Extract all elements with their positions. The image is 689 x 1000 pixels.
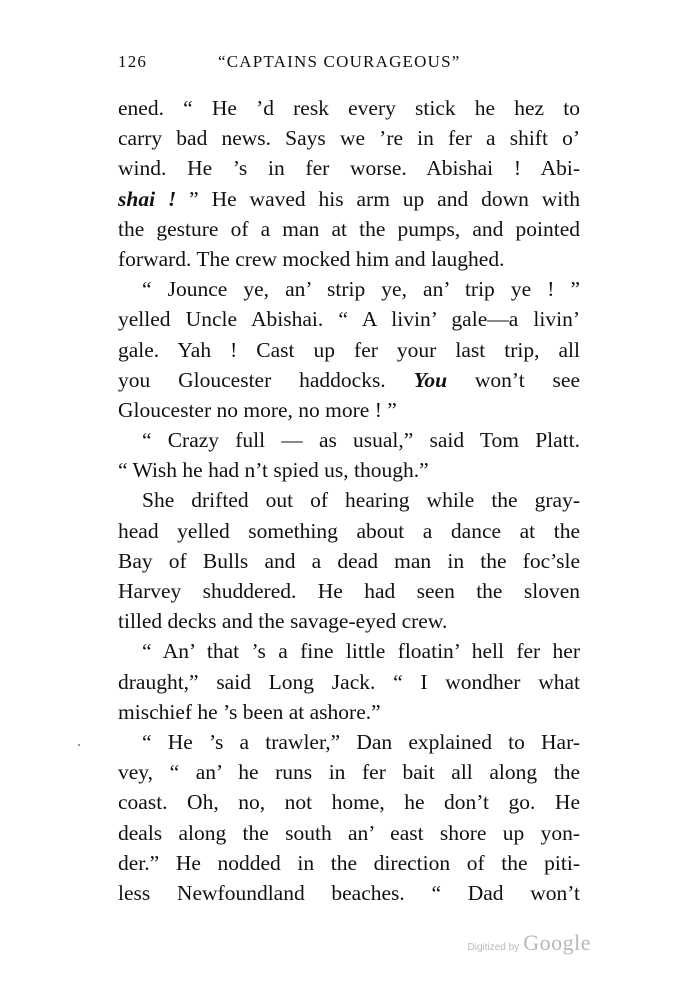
text-line: “ Wish he had n’t spied us, though.” [118, 458, 429, 483]
text-line: “ Jounce ye, an’ strip ye, an’ trip ye ! ” [142, 277, 580, 302]
text-line: deals along the south an’ east shore up yon- [118, 820, 580, 845]
text-line: vey, “ an’ he runs in fer bait all along the [118, 760, 580, 785]
text-line: She drifted out of hearing while the gray- [142, 488, 580, 513]
scan-speck [78, 744, 80, 746]
text-line: “ An’ that ’s a fine little floatin’ hell fer her [142, 639, 580, 664]
italic-emphasis: You [413, 367, 448, 392]
text-line: “ He ’s a trawler,” Dan explained to Har- [142, 729, 580, 754]
page-number: 126 [118, 52, 148, 71]
text-line: head yelled something about a dance at the [118, 518, 580, 543]
watermark-brand: Google [523, 930, 591, 955]
text-line: “ Crazy full — as usual,” said Tom Platt. [142, 428, 580, 453]
text-line: gale. Yah ! Cast up fer your last trip, all [118, 337, 580, 362]
text-line: Harvey shuddered. He had seen the sloven [118, 579, 580, 603]
text-line: wind. He ’s in fer worse. Abishai ! Abi- [118, 156, 580, 181]
text-segment: ” He waved his arm up and down with [176, 186, 580, 211]
italic-emphasis: shai ! [118, 186, 177, 211]
text-segment: you Gloucester haddocks. [118, 367, 414, 392]
text-line: the gesture of a man at the pumps, and pointed [118, 216, 580, 241]
text-line: mischief he ’s been at ashore.” [118, 699, 381, 724]
body-text [118, 93, 580, 908]
text-segment: won’t see [447, 367, 580, 392]
text-line: forward. The crew mocked him and laughed. [118, 246, 505, 271]
text-line: coast. Oh, no, not home, he don’t go. He [118, 790, 580, 815]
text-line: yelled Uncle Abishai. “ A livin’ gale—a livin’ [118, 307, 580, 332]
text-line: Bay of Bulls and a dead man in the foc’sle [118, 548, 580, 573]
text-line: carry bad news. Says we ’re in fer a shift o’ [118, 126, 580, 151]
text-line: less Newfoundland beaches. “ Dad won’t [118, 880, 580, 905]
text-line: Gloucester no more, no more ! ” [118, 397, 397, 422]
text-line: der.” He nodded in the direction of the piti- [118, 850, 580, 875]
text-line [118, 184, 580, 214]
watermark-prefix: Digitized by [467, 942, 520, 953]
running-title: “CAPTAINS COURAGEOUS” [218, 52, 461, 71]
text-line: draught,” said Long Jack. “ I wondher what [118, 669, 580, 694]
text-line: ened. “ He ’d resk every stick he hez to [118, 96, 580, 120]
digitized-watermark [468, 930, 591, 956]
text-line [118, 365, 580, 395]
text-line: tilled decks and the savage-eyed crew. [118, 609, 448, 634]
